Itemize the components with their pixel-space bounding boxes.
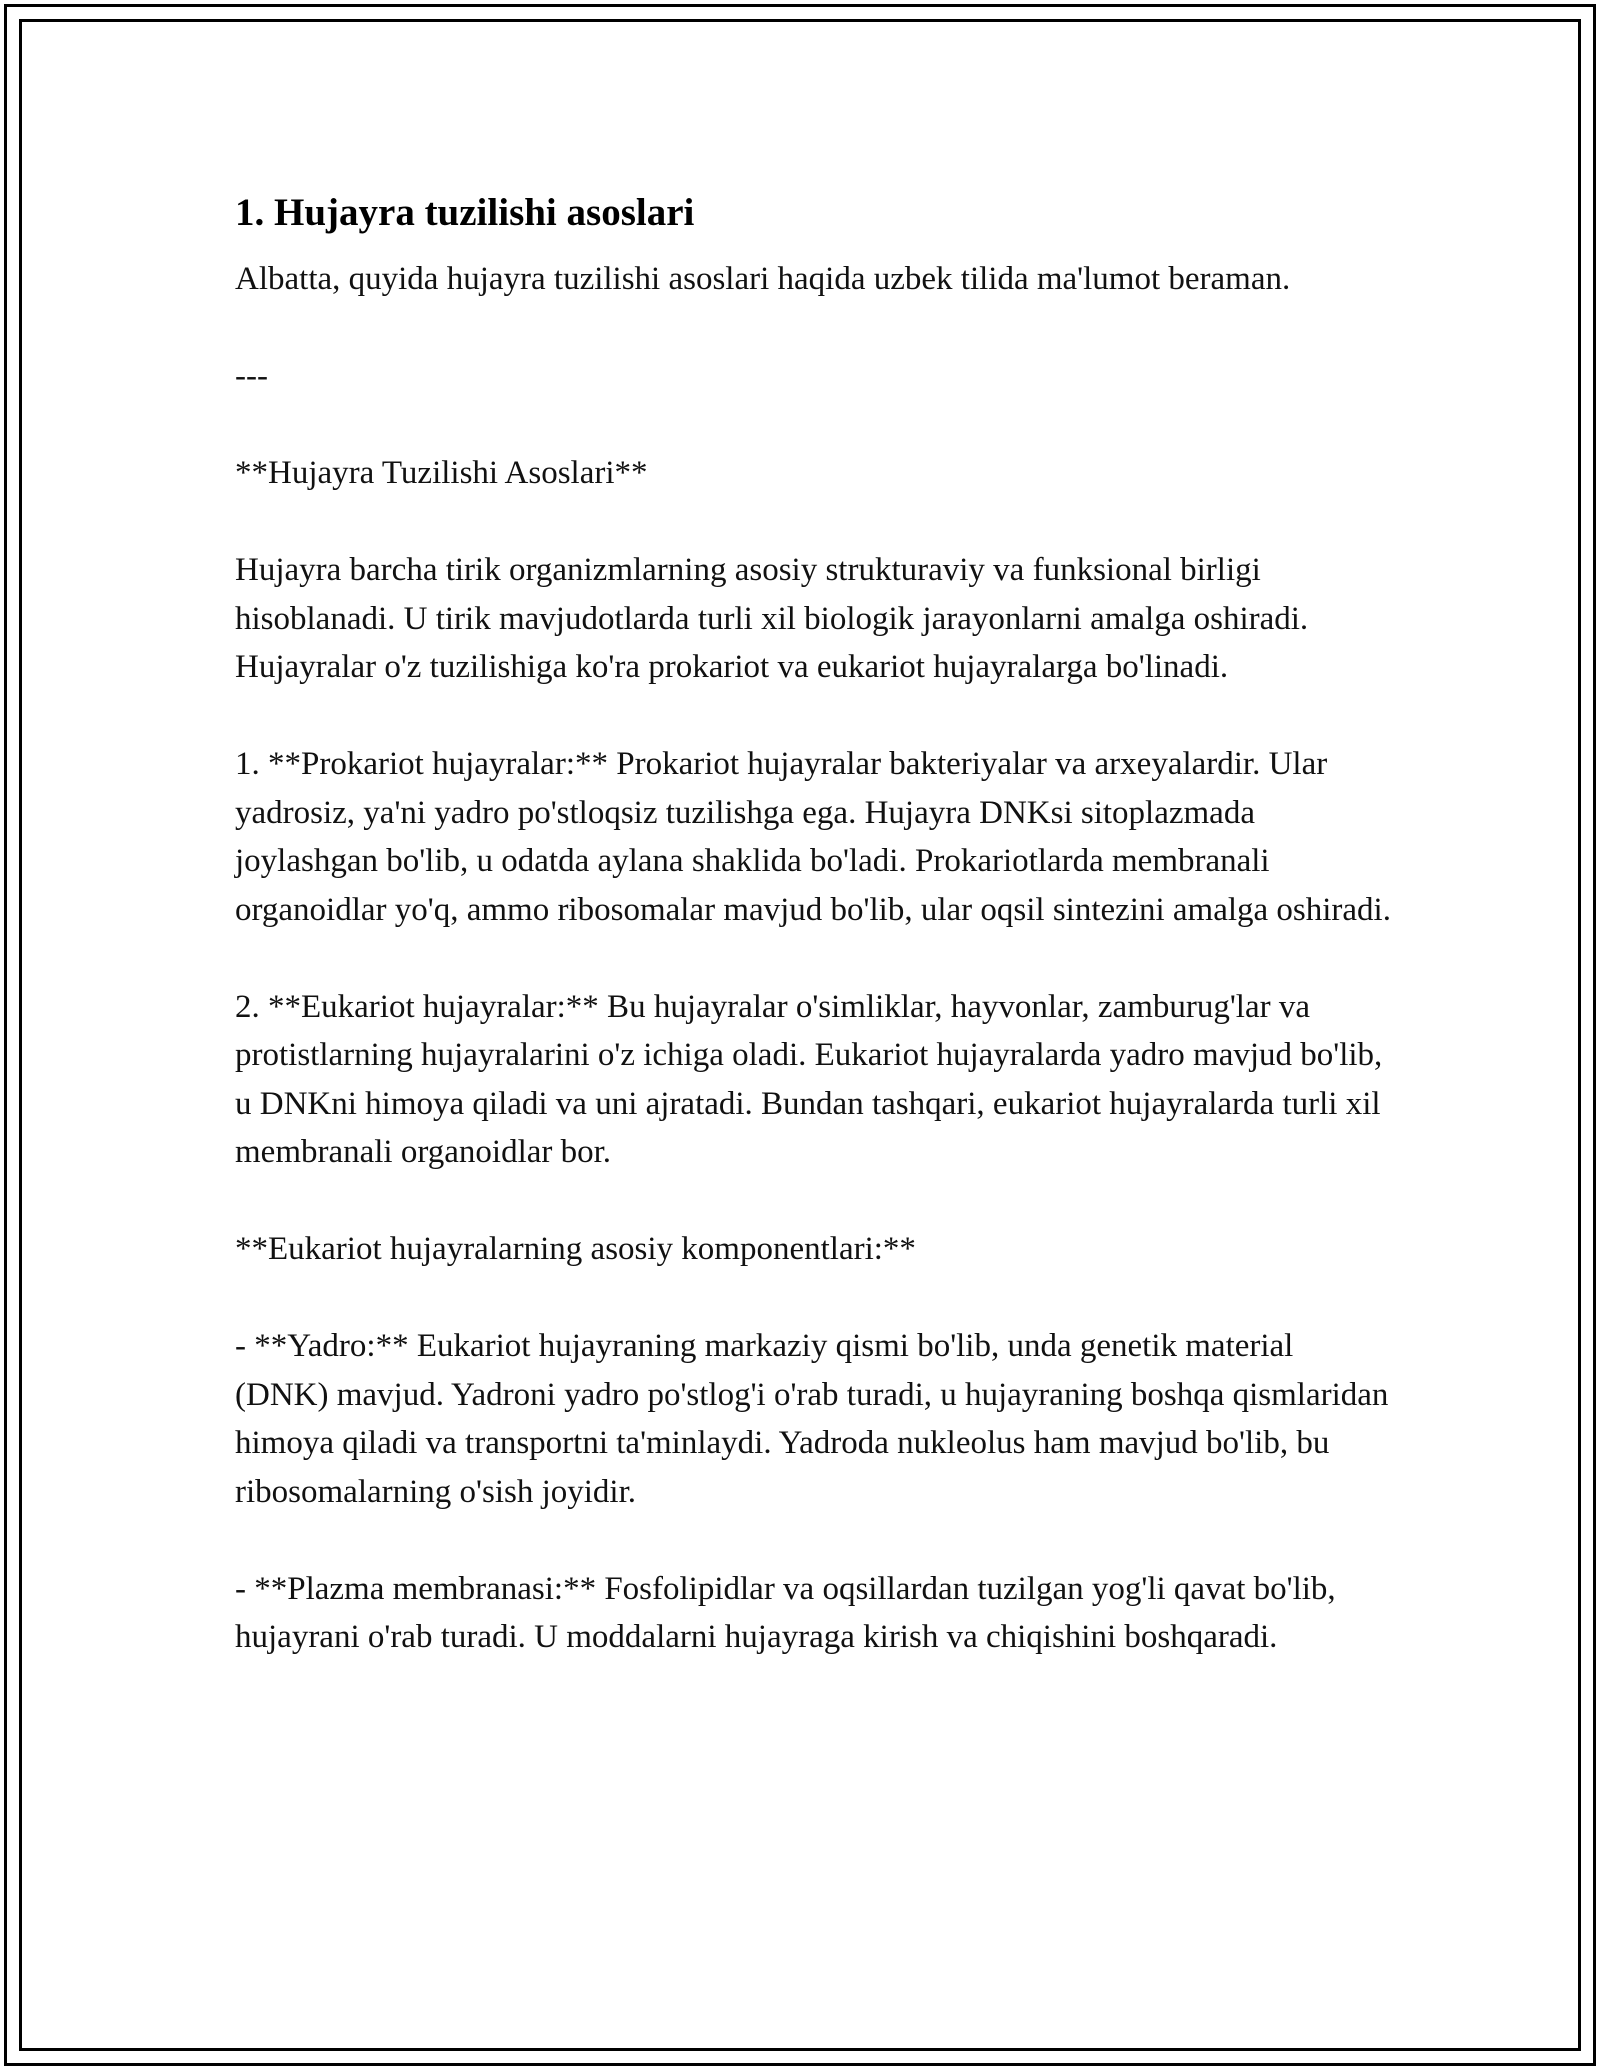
separator-line: --- [235, 358, 268, 394]
document-body [235, 185, 1395, 1710]
prokaryote-paragraph: 1. **Prokariot hujayralar:** Prokariot hujayralar bakteriyalar va arxeyalardir. Ular yadrosiz, ya'ni yadro po'stloqsiz tuzilishga ega. Hujayra DNKsi sitoplazmada joylashgan bo'lib, u odatda aylana shaklida bo'ladi. Prokariotlarda membranali organoidlar yo'q, ammo ribosomalar mavjud bo'lib, ular oqsil sintezini amalga oshiradi. [235, 746, 1391, 928]
intro-paragraph: Albatta, quyida hujayra tuzilishi asoslari haqida uzbek tilida ma'lumot beraman. [235, 261, 1291, 297]
plasma-membrane-paragraph: - **Plazma membranasi:** Fosfolipidlar va oqsillardan tuzilgan yog'li qavat bo'lib, hujayrani o'rab turadi. U moddalarni hujayraga kirish va chiqishini boshqaradi. [235, 1570, 1336, 1655]
nucleus-paragraph: - **Yadro:** Eukariot hujayraning markaziy qismi bo'lib, unda genetik material (DNK) mavjud. Yadroni yadro po'stlog'i o'rab turadi, u hujayraning boshqa qismlaridan himoya qiladi va transportni ta'minlaydi. Yadroda nukleolus ham mavjud bo'lib, bu ribosomalarning o'sish joyidir. [235, 1328, 1389, 1510]
section-heading: 1. Hujayra tuzilishi asoslari [235, 191, 695, 234]
definition-paragraph: Hujayra barcha tirik organizmlarning asosiy strukturaviy va funksional birligi hisoblanadi. U tirik mavjudotlarda turli xil biologik jarayonlarni amalga oshiradi. Hujayralar o'z tuzilishiga ko'ra prokariot va eukariot hujayralarga bo'linadi. [235, 552, 1309, 685]
components-heading-paragraph: **Eukariot hujayralarning asosiy komponentlari:** [235, 1231, 916, 1267]
subtitle-paragraph: **Hujayra Tuzilishi Asoslari** [235, 455, 648, 491]
eukaryote-paragraph: 2. **Eukariot hujayralar:** Bu hujayralar o'simliklar, hayvonlar, zamburug'lar va protistlarning hujayralarini o'z ichiga oladi. Eukariot hujayralarda yadro mavjud bo'lib, u DNKni himoya qiladi va uni ajratadi. Bundan tashqari, eukariot hujayralarda turli xil membranali organoidlar bor. [235, 988, 1383, 1170]
